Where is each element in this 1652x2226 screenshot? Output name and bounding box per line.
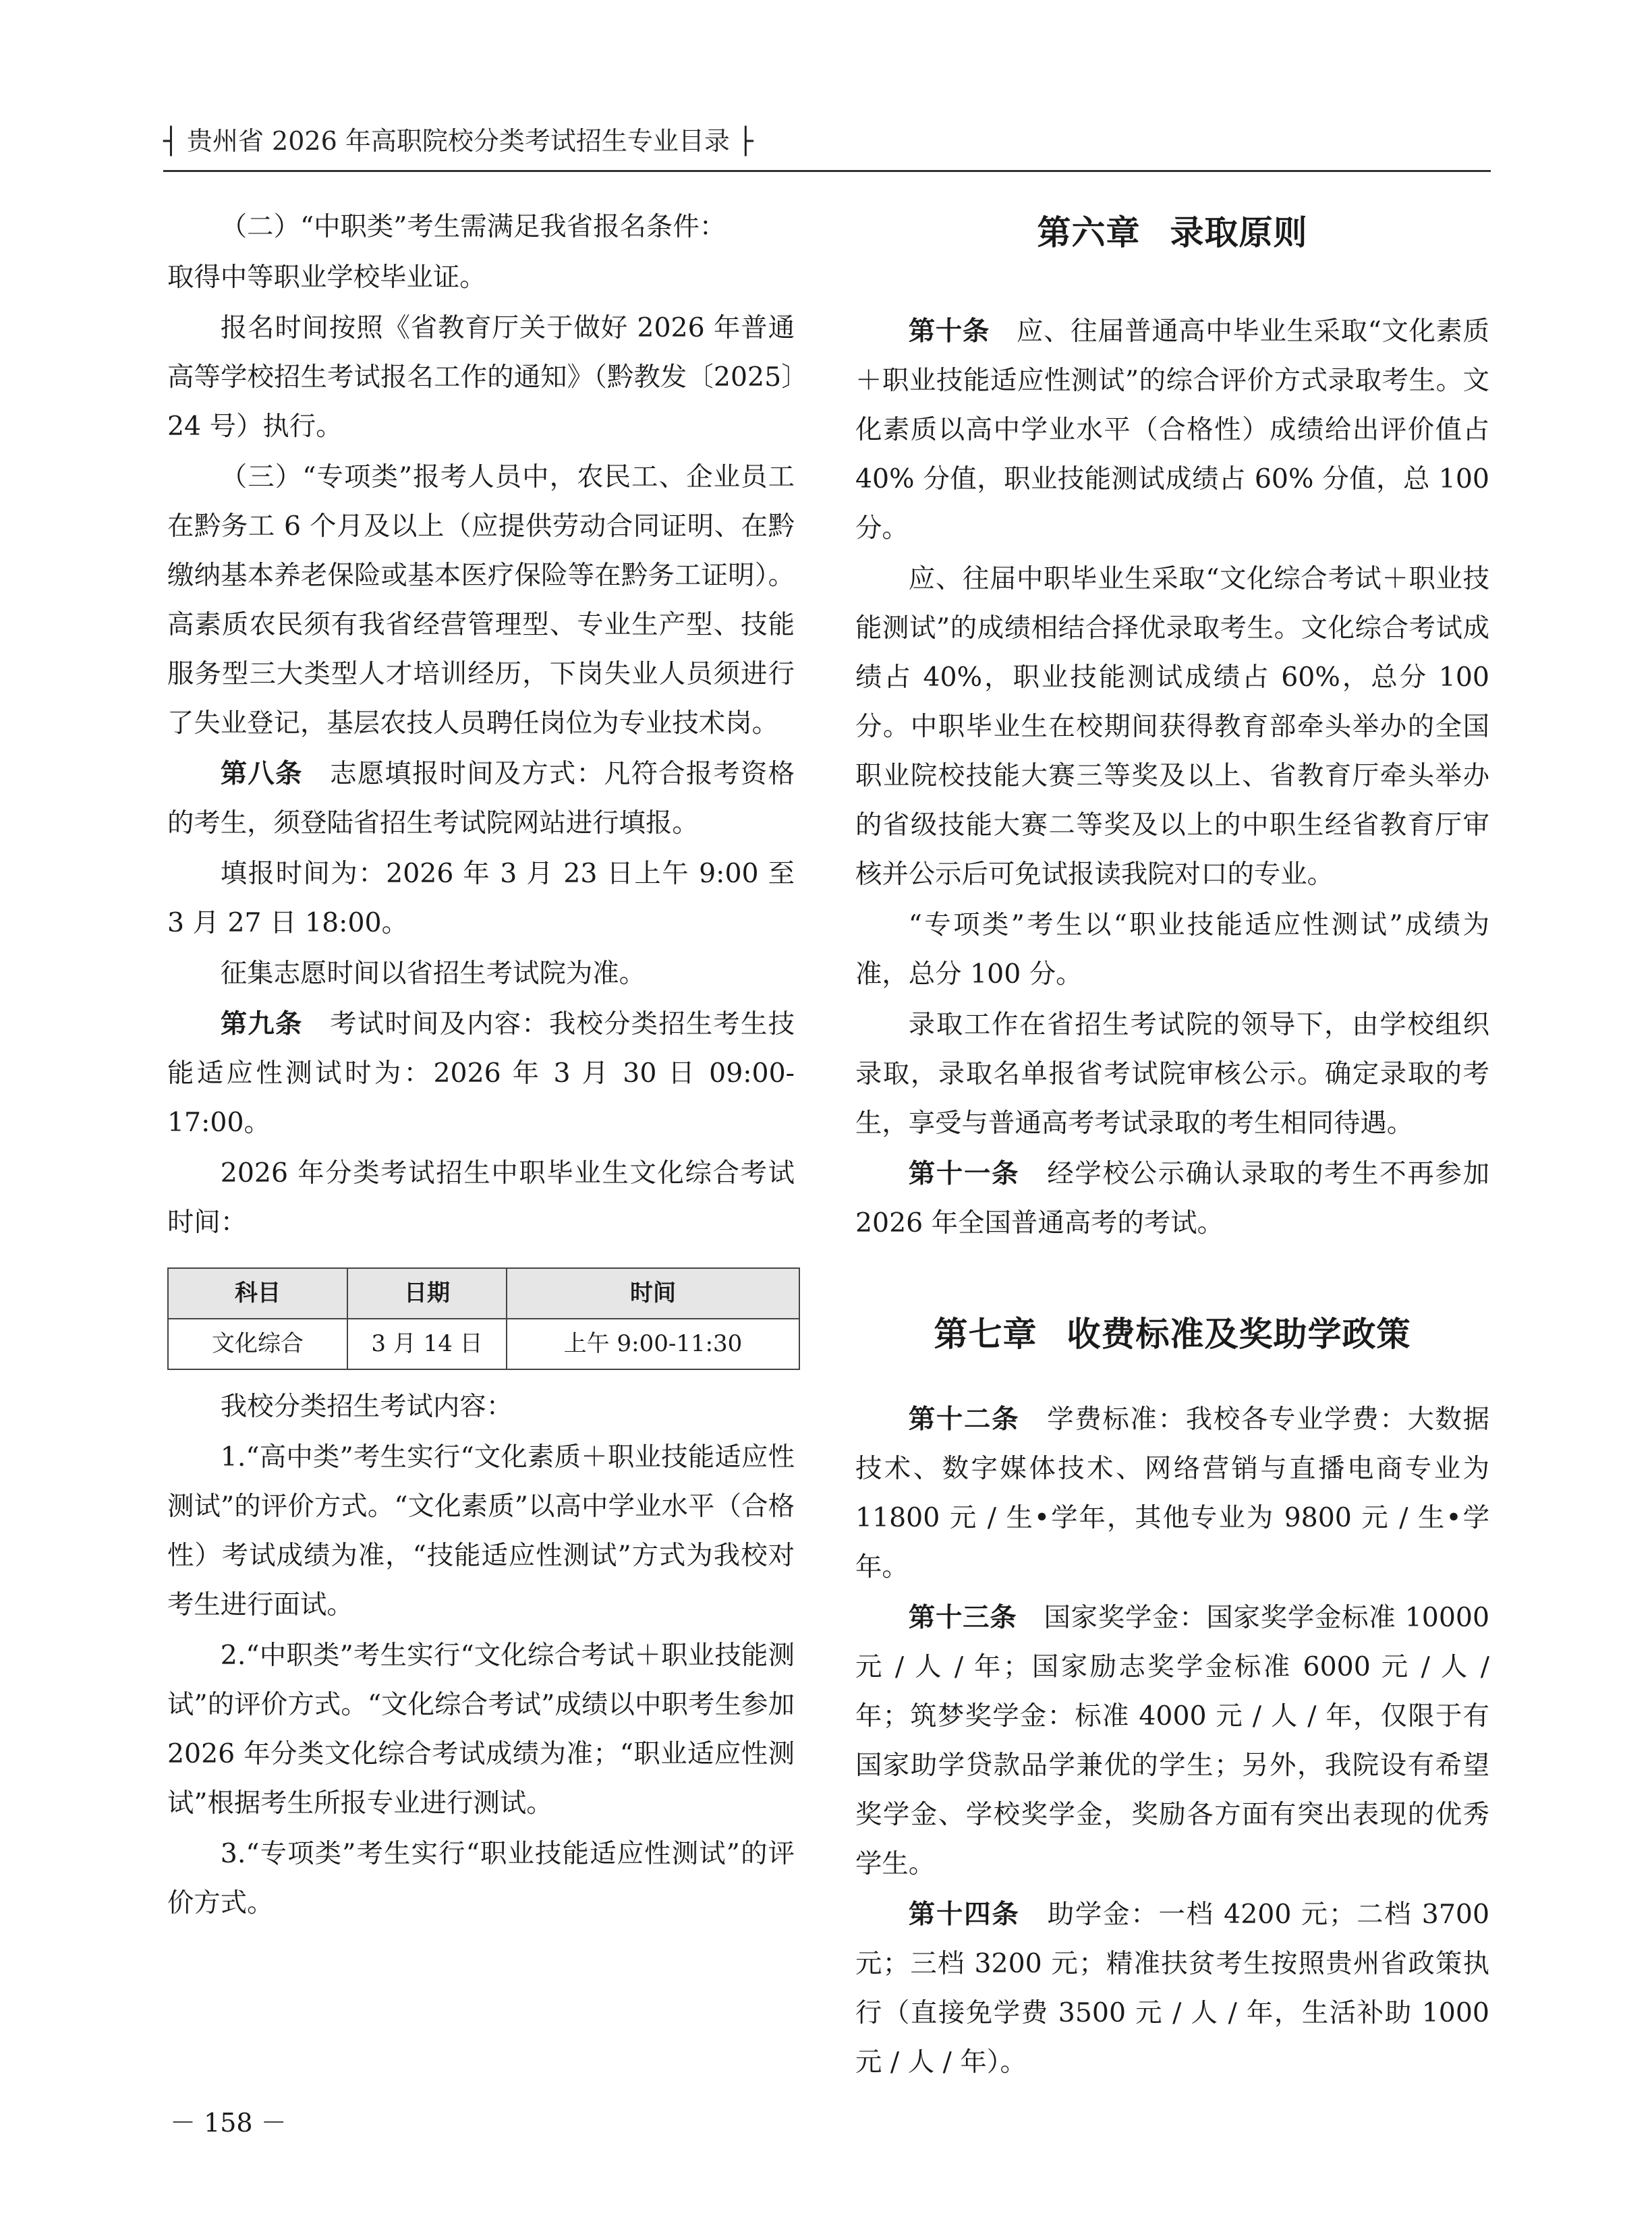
paragraph-zhongzhi-condition-cont: 取得中等职业学校毕业证。 (167, 262, 486, 293)
paragraph-registration-time: 报名时间按照《省教育厅关于做好 2026 年普通高等学校招生考试报名工作的通知》（黔教发〔2025〕24 号）执行。 (167, 312, 795, 442)
table-cell-time: 上午 9:00-11:30 (507, 1319, 799, 1369)
article-14 (855, 1890, 1489, 2087)
article-13 (855, 1593, 1489, 1889)
article-8-label: 第八条 (220, 758, 303, 789)
header-rule (163, 170, 1491, 172)
chapter-6-number: 第六章 (1037, 213, 1141, 252)
paragraph-zhongzhi-admission: 应、往届中职毕业生采取“文化综合考试＋职业技能测试”的成绩相结合择优录取考生。文化综合考试成绩占 40%，职业技能测试成绩占 60%，总分 100 分。中职毕业生在校期间获得教育部牵头举办的全国职业院校技能大赛三等奖及以上、省教育厅牵头举办的省级技能大赛二等奖及以上的中职生经省教育厅审核并公示后可免试报读我院对口的专业。 (855, 563, 1489, 890)
table-header-time: 时间 (507, 1268, 799, 1319)
article-14-text: 助学金：一档 4200 元；二档 3700 元；三档 3200 元；精准扶贫考生按照贵州省政策执行（直接免学费 3500 元 / 人 / 年，生活补助 1000 元 / 人 / 年）。 (855, 1899, 1490, 2078)
paragraph-admission-work: 录取工作在省招生考试院的领导下，由学校组织录取，录取名单报省考试院审核公示。确定录取的考生，享受与普通高考考试录取的考生相同待遇。 (855, 1009, 1489, 1139)
article-13-text: 国家奖学金：国家奖学金标准 10000 元 / 人 / 年；国家励志奖学金标准 6000 元 / 人 / 年；筑梦奖学金：标准 4000 元 / 人 / 年，仅限于有国家助学贷款品学兼优的学生；另外，我院设有希望奖学金、学校奖学金，奖励各方面有突出表现的优秀学生。 (855, 1602, 1490, 1879)
article-10 (855, 307, 1489, 553)
paragraph-gaozhong-evaluation: 1.“高中类”考生实行“文化素质＋职业技能适应性测试”的评价方式。“文化素质”以高中学业水平（合格性）考试成绩为准，“技能适应性测试”方式为我校对考生进行面试。 (167, 1442, 795, 1620)
article-8 (167, 749, 795, 848)
paragraph-zhongzhi-evaluation: 2.“中职类”考生实行“文化综合考试＋职业技能测试”的评价方式。“文化综合考试”成绩以中职考生参加 2026 年分类文化综合考试成绩为准；“职业适应性测试”根据考生所报专业进行测试。 (167, 1640, 795, 1819)
table-cell-subject: 文化综合 (168, 1319, 347, 1369)
article-9-label: 第九条 (220, 1008, 303, 1039)
chapter-6-title: 录取原则 (1170, 213, 1308, 252)
chapter-7-title: 收费标准及奖助学政策 (1066, 1315, 1411, 1354)
paragraph-supplementary-time: 征集志愿时间以省招生考试院为准。 (220, 958, 646, 989)
article-9-text: 考试时间及内容：我校分类招生考生技能适应性测试时为：2026 年 3 月 30 日 09:00-17:00。 (167, 1008, 795, 1138)
left-column (167, 202, 795, 1929)
article-11 (855, 1149, 1489, 1248)
chapter-7-number: 第七章 (934, 1315, 1037, 1354)
table-row (168, 1319, 799, 1369)
article-10-label: 第十条 (908, 316, 990, 347)
paragraph-zhongzhi-condition: （二）“中职类”考生需满足我省报名条件： (220, 211, 727, 242)
chapter-7-heading (855, 1294, 1489, 1375)
paragraph-fill-time: 填报时间为：2026 年 3 月 23 日上午 9:00 至 3 月 27 日 18:00。 (167, 858, 795, 938)
paragraph-exam-content-intro: 我校分类招生考试内容： (220, 1391, 513, 1422)
article-9 (167, 1000, 795, 1147)
page-number: － 158 － (170, 2108, 287, 2138)
article-12-label: 第十二条 (908, 1404, 1020, 1435)
article-11-label: 第十一条 (908, 1158, 1020, 1189)
table-cell-date: 3 月 14 日 (347, 1319, 507, 1369)
running-header: ┤ 贵州省 2026 年高职院校分类考试招生专业目录 ├ (163, 126, 753, 156)
paragraph-exam-time-intro: 2026 年分类考试招生中职毕业生文化综合考试时间： (167, 1158, 795, 1238)
table-header-subject: 科目 (168, 1268, 347, 1319)
article-8-text: 志愿填报时间及方式：凡符合报考资格的考生，须登陆省招生考试院网站进行填报。 (167, 758, 795, 838)
chapter-6-heading (855, 202, 1489, 293)
right-column (855, 202, 1489, 2088)
article-13-label: 第十三条 (908, 1602, 1017, 1633)
article-12-text: 学费标准：我校各专业学费：大数据技术、数字媒体技术、网络营销与直播电商专业为 11800 元 / 生•学年，其他专业为 9800 元 / 生•学年。 (855, 1404, 1490, 1582)
table-header-date: 日期 (347, 1268, 507, 1319)
article-10-text: 应、往届普通高中毕业生采取“文化素质＋职业技能适应性测试”的综合评价方式录取考生。文化素质以高中学业水平（合格性）成绩给出评价值占 40% 分值，职业技能测试成绩占 60% 分值，总 100 分。 (855, 316, 1490, 544)
table-header-row (168, 1268, 799, 1319)
article-14-label: 第十四条 (908, 1899, 1020, 1930)
paragraph-zhuanxiang-admission: “专项类”考生以“职业技能适应性测试”成绩为准，总分 100 分。 (855, 909, 1489, 990)
article-12 (855, 1395, 1489, 1592)
paragraph-zhuanxiang-condition: （三）“专项类”报考人员中，农民工、企业员工在黔务工 6 个月及以上（应提供劳动合同证明、在黔缴纳基本养老保险或基本医疗保险等在黔务工证明）。高素质农民须有我省经营管理型、专业生产型、技能服务型三大类型人才培训经历，下岗失业人员须进行了失业登记，基层农技人员聘任岗位为专业技术岗。 (167, 461, 795, 739)
paragraph-zhuanxiang-evaluation: 3.“专项类”考生实行“职业技能适应性测试”的评价方式。 (167, 1838, 795, 1918)
exam-schedule-table (167, 1267, 800, 1370)
article-11-text: 经学校公示确认录取的考生不再参加 2026 年全国普通高考的考试。 (855, 1158, 1490, 1238)
